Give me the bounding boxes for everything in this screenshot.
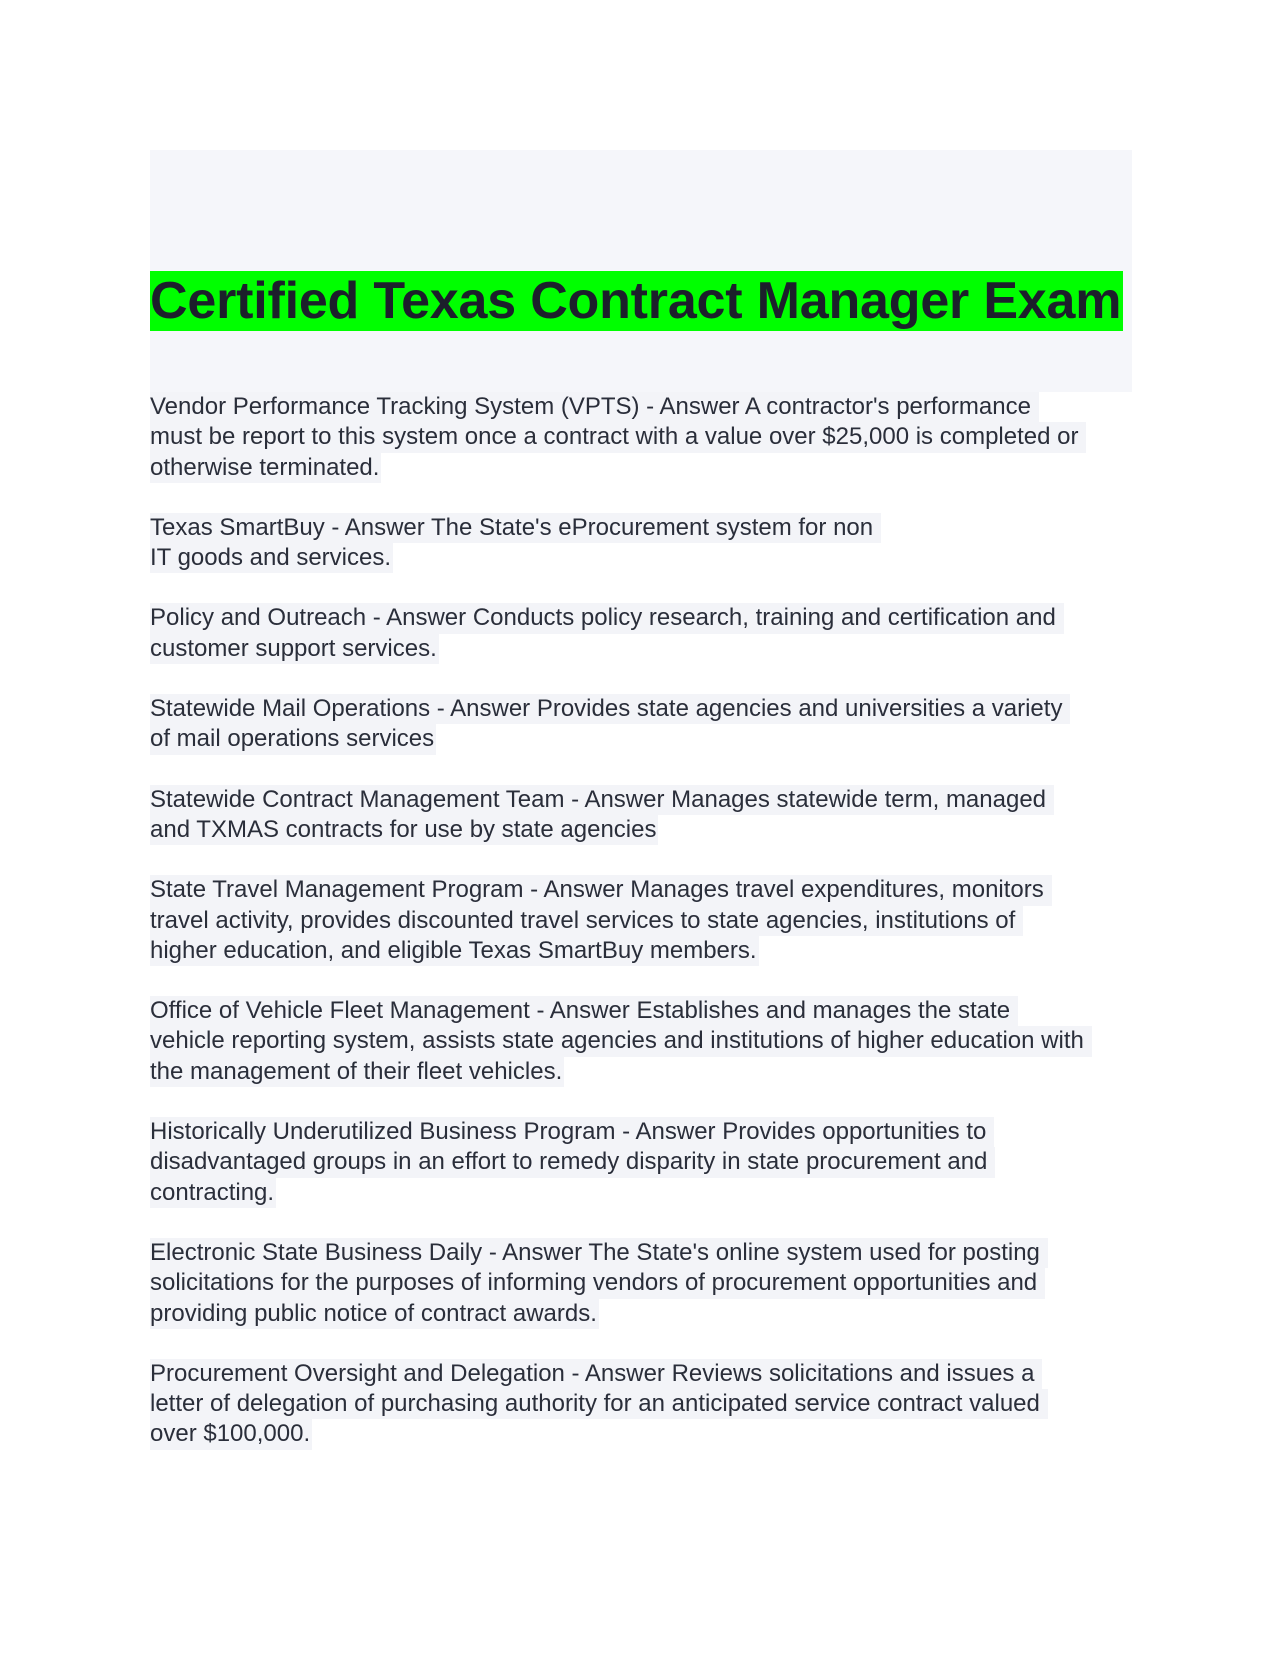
- flashcard-entry-mail-operations: [150, 694, 1140, 755]
- entry-line: disadvantaged groups in an effort to remedy disparity in state procurement and: [150, 1147, 995, 1177]
- entry-line: travel activity, provides discounted travel services to state agencies, institutions of: [150, 906, 1023, 936]
- entry-line: providing public notice of contract awards.: [150, 1299, 599, 1329]
- entry-line: Statewide Mail Operations - Answer Provides state agencies and universities a variety: [150, 694, 1070, 724]
- flashcard-entry-procurement-oversight: [150, 1359, 1140, 1450]
- flashcard-entry-hub-program: [150, 1117, 1140, 1208]
- flashcard-entry-policy-outreach: [150, 603, 1140, 664]
- entry-line: and TXMAS contracts for use by state agencies: [150, 815, 658, 845]
- entry-line: letter of delegation of purchasing authority for an anticipated service contract valued: [150, 1389, 1048, 1419]
- entry-line: over $100,000.: [150, 1419, 312, 1449]
- entry-line: Office of Vehicle Fleet Management - Answer Establishes and manages the state: [150, 996, 1018, 1026]
- entry-line: the management of their fleet vehicles.: [150, 1057, 564, 1087]
- flashcard-entry-vpts: [150, 392, 1140, 483]
- flashcard-entry-esbd: [150, 1238, 1140, 1329]
- flashcard-list: [150, 392, 1140, 1480]
- entry-line: IT goods and services.: [150, 543, 393, 573]
- entry-line: Procurement Oversight and Delegation - Answer Reviews solicitations and issues a: [150, 1359, 1042, 1389]
- entry-line: higher education, and eligible Texas SmartBuy members.: [150, 936, 759, 966]
- flashcard-entry-contract-management-team: [150, 785, 1140, 846]
- entry-line: Texas SmartBuy - Answer The State's eProcurement system for non: [150, 513, 881, 543]
- entry-line: must be report to this system once a contract with a value over $25,000 is completed or: [150, 422, 1086, 452]
- entry-line: vehicle reporting system, assists state agencies and institutions of higher education with: [150, 1026, 1092, 1056]
- page-title: Certified Texas Contract Manager Exam: [150, 272, 1122, 330]
- entry-line: Policy and Outreach - Answer Conducts policy research, training and certification and: [150, 603, 1064, 633]
- entry-line: Historically Underutilized Business Program - Answer Provides opportunities to: [150, 1117, 994, 1147]
- entry-line: otherwise terminated.: [150, 453, 381, 483]
- entry-line: Statewide Contract Management Team - Answer Manages statewide term, managed: [150, 785, 1054, 815]
- flashcard-entry-vehicle-fleet: [150, 996, 1140, 1087]
- flashcard-entry-smartbuy: [150, 513, 1140, 574]
- flashcard-entry-travel-management: [150, 875, 1140, 966]
- entry-line: solicitations for the purposes of informing vendors of procurement opportunities and: [150, 1268, 1045, 1298]
- entry-line: State Travel Management Program - Answer Manages travel expenditures, monitors: [150, 875, 1052, 905]
- entry-line: customer support services.: [150, 634, 439, 664]
- entry-line: Vendor Performance Tracking System (VPTS) - Answer A contractor's performance: [150, 392, 1039, 422]
- entry-line: Electronic State Business Daily - Answer The State's online system used for posting: [150, 1238, 1048, 1268]
- entry-line: of mail operations services: [150, 724, 436, 754]
- entry-line: contracting.: [150, 1178, 276, 1208]
